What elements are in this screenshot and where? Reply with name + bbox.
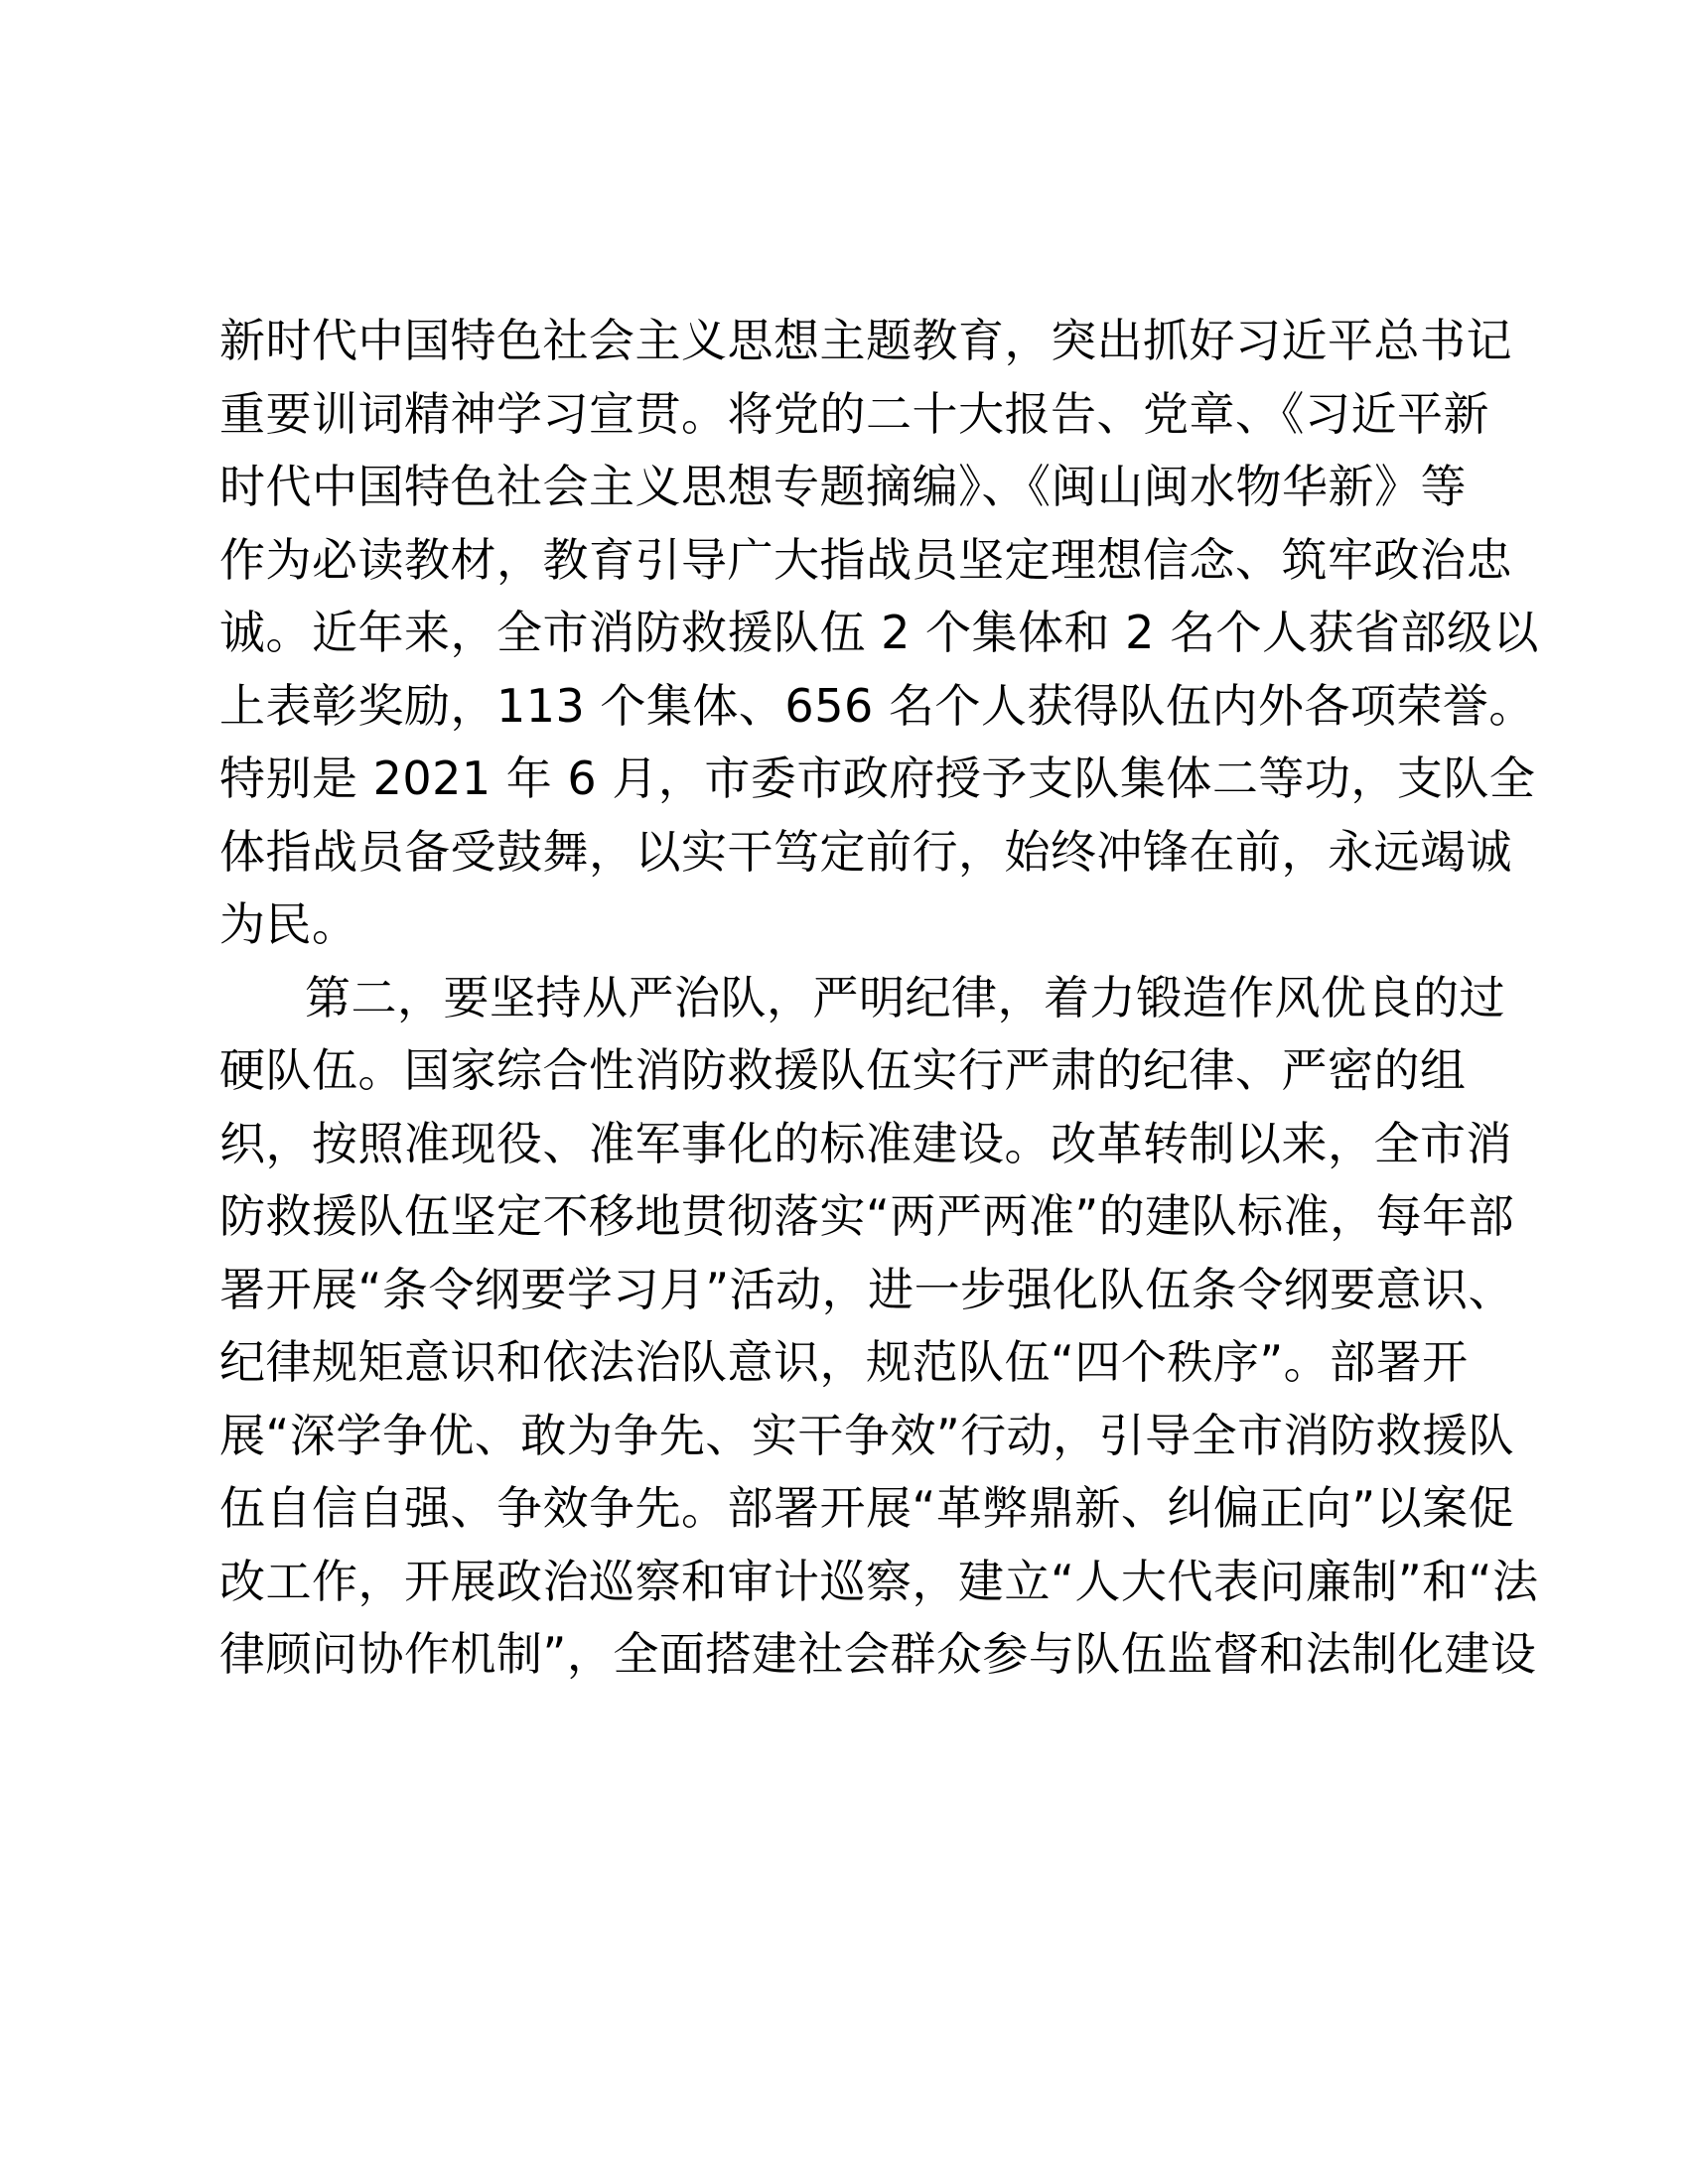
text-line: 体指战员备受鼓舞，以实干笃定前行，始终冲锋在前，永远竭诚 bbox=[219, 824, 1512, 879]
text-line: 织，按照准现役、准军事化的标准建设。改革转制以来，全市消 bbox=[219, 1116, 1512, 1170]
text-line: 伍自信自强、争效争先。部署开展“革弊鼎新、纠偏正向”以案促 bbox=[219, 1481, 1515, 1535]
text-line: 重要训词精神学习宣贯。将党的二十大报告、党章、《习近平新 bbox=[219, 386, 1489, 441]
text-line: 纪律规矩意识和依法治队意识，规范队伍“四个秩序”。部署开 bbox=[219, 1335, 1469, 1389]
text-line: 改工作，开展政治巡察和审计巡察，建立“人大代表问廉制”和“法 bbox=[219, 1554, 1539, 1608]
text-line: 律顾问协作机制”，全面搭建社会群众参与队伍监督和法制化建设 bbox=[219, 1627, 1537, 1681]
body-text bbox=[219, 305, 1540, 1692]
text-line: 防救援队伍坚定不移地贯彻落实“两严两准”的建队标准，每年部 bbox=[219, 1189, 1515, 1243]
text-line: 作为必读教材，教育引导广大指战员坚定理想信念、筑牢政治忠 bbox=[219, 532, 1512, 587]
text-line: 展“深学争优、敢为争先、实干争效”行动，引导全市消防救援队 bbox=[219, 1408, 1515, 1462]
text-line: 特别是 2021 年 6 月，市委市政府授予支队集体二等功，支队全 bbox=[219, 751, 1536, 805]
paragraph-start-line: 第二，要坚持从严治队，严明纪律，着力锻造作风优良的过 bbox=[305, 970, 1505, 1024]
text-line: 时代中国特色社会主义思想专题摘编》、《闽山闽水物华新》等 bbox=[219, 460, 1467, 513]
text-line: 诚。近年来，全市消防救援队伍 2 个集体和 2 名个人获省部级以 bbox=[219, 606, 1540, 659]
text-line: 上表彰奖励，113 个集体、656 名个人获得队伍内外各项荣誉。 bbox=[219, 678, 1535, 733]
text-line: 署开展“条令纲要学习月”活动，进一步强化队伍条令纲要意识、 bbox=[219, 1262, 1515, 1316]
text-line: 新时代中国特色社会主义思想主题教育，突出抓好习近平总书记 bbox=[219, 314, 1512, 367]
text-line: 硬队伍。国家综合性消防救援队伍实行严肃的纪律、严密的组 bbox=[219, 1043, 1467, 1097]
text-line: 为民。 bbox=[219, 897, 358, 951]
